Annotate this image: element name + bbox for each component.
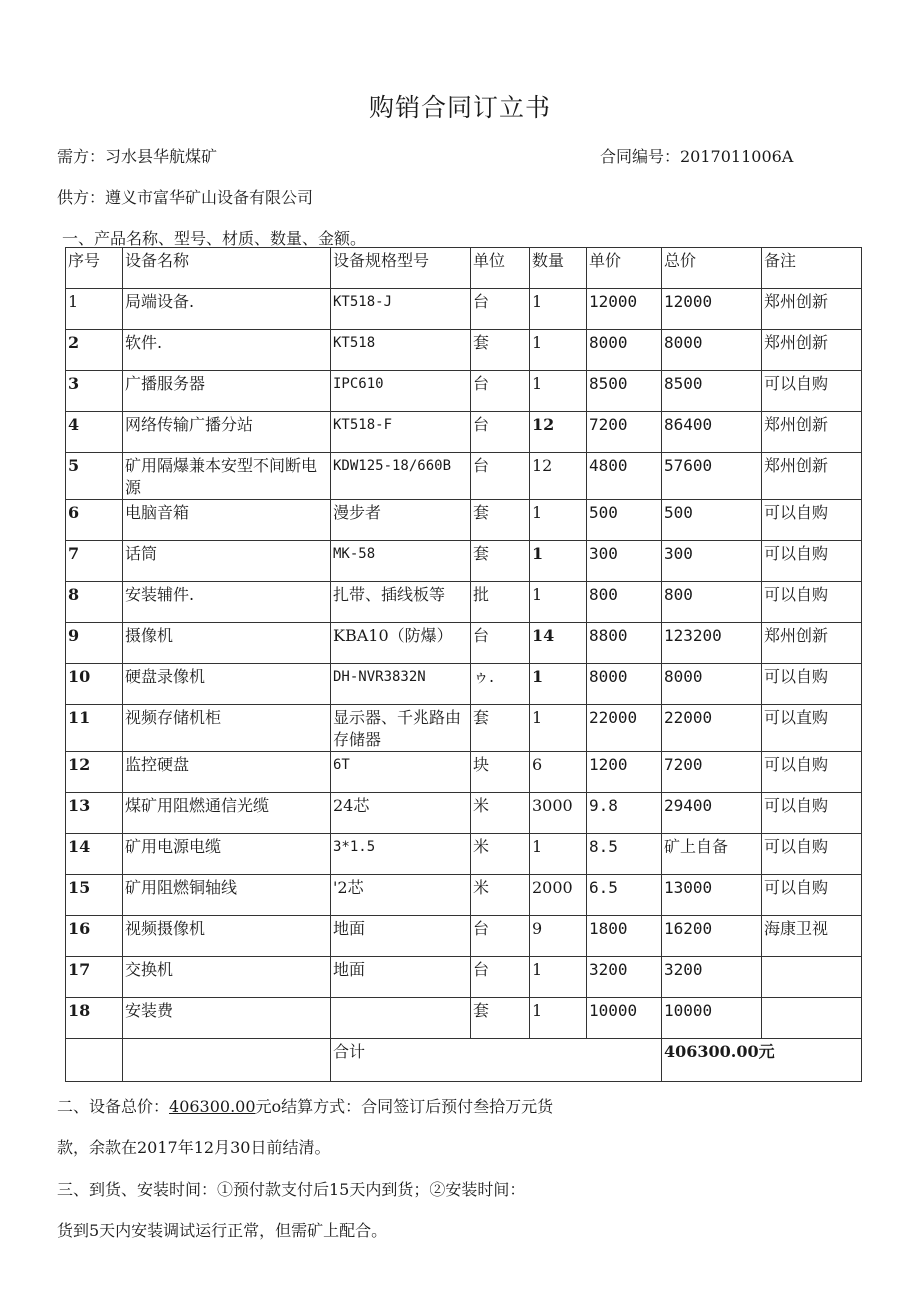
unit-price-cell: 9.8 [587, 793, 662, 834]
remark-cell [762, 998, 862, 1039]
spec-model-cell: KT518 [331, 330, 471, 371]
section-2-prefix: 二、设备总价： [57, 1097, 170, 1116]
unit-cell: 套 [471, 998, 530, 1039]
quantity-cell: 1 [530, 705, 587, 752]
unit-price-cell: 8000 [587, 664, 662, 705]
quantity-cell: 1 [530, 582, 587, 623]
equipment-name-cell: 矿用电源电缆 [123, 834, 331, 875]
table-row [66, 289, 862, 330]
unit-cell: 台 [471, 453, 530, 500]
equipment-name-cell: 网络传输广播分站 [123, 412, 331, 453]
spec-model-cell: 扎带、插线板等 [331, 582, 471, 623]
equipment-name-cell: 矿用隔爆兼本安型不间断电源 [123, 453, 331, 500]
row-index-cell: 5 [66, 453, 123, 500]
remark-cell: 可以自购 [762, 834, 862, 875]
table-row [66, 875, 862, 916]
equipment-name-cell: 局端设备. [123, 289, 331, 330]
spec-model-cell: 3*1.5 [331, 834, 471, 875]
total-price-cell: 86400 [662, 412, 762, 453]
header-cell: 单价 [587, 248, 662, 289]
spec-model-cell: KBA10（防爆） [331, 623, 471, 664]
table-row [66, 752, 862, 793]
spec-model-cell: KT518-J [331, 289, 471, 330]
product-table [65, 247, 862, 1082]
section-1-heading: 一、产品名称、型号、材质、数量、金额。 [62, 229, 367, 248]
quantity-cell: 14 [530, 623, 587, 664]
remark-cell [762, 957, 862, 998]
unit-price-cell: 8800 [587, 623, 662, 664]
equipment-name-cell: 矿用阻燃铜轴线 [123, 875, 331, 916]
quantity-cell: 1 [530, 664, 587, 705]
supplier-line: 供方：遵义市富华矿山设备有限公司 [57, 188, 314, 207]
total-value: 406300.00元 [662, 1039, 862, 1082]
unit-price-cell: 8000 [587, 330, 662, 371]
row-index-cell: 9 [66, 623, 123, 664]
remark-cell: 郑州创新 [762, 453, 862, 500]
quantity-cell: 1 [530, 957, 587, 998]
table-row [66, 957, 862, 998]
header-cell: 总价 [662, 248, 762, 289]
table-header-row [66, 248, 862, 289]
header-cell: 设备名称 [123, 248, 331, 289]
quantity-cell: 1 [530, 289, 587, 330]
equipment-name-cell: 话筒 [123, 541, 331, 582]
quantity-cell: 1 [530, 541, 587, 582]
row-index-cell: 14 [66, 834, 123, 875]
unit-cell: 块 [471, 752, 530, 793]
total-empty-cell [66, 1039, 123, 1082]
spec-model-cell: 显示器、千兆路由存储器 [331, 705, 471, 752]
remark-cell: 可以自购 [762, 582, 862, 623]
remark-cell: 可以自购 [762, 500, 862, 541]
section-2-suffix: 元ο结算方式：合同签订后预付叁拾万元货 [255, 1097, 554, 1116]
unit-cell: 台 [471, 623, 530, 664]
quantity-cell: 12 [530, 453, 587, 500]
spec-model-cell: '2芯 [331, 875, 471, 916]
unit-cell: 台 [471, 412, 530, 453]
total-price-cell: 800 [662, 582, 762, 623]
unit-price-cell: 1800 [587, 916, 662, 957]
remark-cell: 可以直购 [762, 705, 862, 752]
remark-cell: 海康卫视 [762, 916, 862, 957]
row-index-cell: 11 [66, 705, 123, 752]
quantity-cell: 6 [530, 752, 587, 793]
table-row [66, 330, 862, 371]
unit-cell: 台 [471, 371, 530, 412]
quantity-cell: 12 [530, 412, 587, 453]
unit-cell: 台 [471, 957, 530, 998]
unit-cell: ゥ. [471, 664, 530, 705]
header-cell: 设备规格型号 [331, 248, 471, 289]
unit-price-cell: 10000 [587, 998, 662, 1039]
equipment-name-cell: 监控硬盘 [123, 752, 331, 793]
table-row [66, 371, 862, 412]
section-3-line-1: 三、到货、安装时间：①预付款支付后15天内到货；②安装时间： [57, 1180, 526, 1199]
table-row [66, 582, 862, 623]
quantity-cell: 3000 [530, 793, 587, 834]
total-price-cell: 3200 [662, 957, 762, 998]
remark-cell: 可以自购 [762, 752, 862, 793]
total-price-cell: 500 [662, 500, 762, 541]
remark-cell: 郑州创新 [762, 412, 862, 453]
equipment-name-cell: 视频摄像机 [123, 916, 331, 957]
section-2-line-1 [57, 1094, 553, 1117]
total-price-cell: 13000 [662, 875, 762, 916]
quantity-cell: 1 [530, 371, 587, 412]
spec-model-cell: KDW125-18/660B [331, 453, 471, 500]
remark-cell: 可以自购 [762, 664, 862, 705]
unit-cell: 米 [471, 875, 530, 916]
buyer-line: 需方：习水县华航煤矿 [57, 147, 218, 166]
table-row [66, 623, 862, 664]
contract-number: 合同编号：2017011006A [600, 147, 794, 166]
table-row [66, 705, 862, 752]
table-row [66, 664, 862, 705]
total-price-cell: 矿上自备 [662, 834, 762, 875]
total-price-cell: 22000 [662, 705, 762, 752]
unit-price-cell: 8500 [587, 371, 662, 412]
row-index-cell: 16 [66, 916, 123, 957]
table-row [66, 793, 862, 834]
remark-cell: 郑州创新 [762, 289, 862, 330]
equipment-name-cell: 视频存储机柜 [123, 705, 331, 752]
spec-model-cell: 漫步者 [331, 500, 471, 541]
section-3-line-2: 货到5天内安装调试运行正常，但需矿上配合。 [57, 1221, 388, 1240]
header-cell: 备注 [762, 248, 862, 289]
remark-cell: 可以自购 [762, 541, 862, 582]
spec-model-cell: KT518-F [331, 412, 471, 453]
unit-price-cell: 7200 [587, 412, 662, 453]
table-row [66, 998, 862, 1039]
header-cell: 数量 [530, 248, 587, 289]
quantity-cell: 1 [530, 834, 587, 875]
remark-cell: 可以自购 [762, 875, 862, 916]
row-index-cell: 7 [66, 541, 123, 582]
unit-price-cell: 12000 [587, 289, 662, 330]
row-index-cell: 13 [66, 793, 123, 834]
total-price-cell: 8000 [662, 664, 762, 705]
row-index-cell: 8 [66, 582, 123, 623]
document-title: 购销合同订立书 [368, 93, 551, 122]
unit-cell: 套 [471, 330, 530, 371]
spec-model-cell: MK-58 [331, 541, 471, 582]
row-index-cell: 12 [66, 752, 123, 793]
total-price-cell: 57600 [662, 453, 762, 500]
total-row [66, 1039, 862, 1082]
total-price-cell: 123200 [662, 623, 762, 664]
equipment-name-cell: 煤矿用阻燃通信光缆 [123, 793, 331, 834]
spec-model-cell: 地面 [331, 957, 471, 998]
total-price-cell: 8500 [662, 371, 762, 412]
remark-cell: 郑州创新 [762, 330, 862, 371]
row-index-cell: 17 [66, 957, 123, 998]
unit-cell: 套 [471, 500, 530, 541]
unit-cell: 米 [471, 834, 530, 875]
unit-cell: 台 [471, 289, 530, 330]
equipment-name-cell: 摄像机 [123, 623, 331, 664]
remark-cell: 可以自购 [762, 793, 862, 834]
row-index-cell: 2 [66, 330, 123, 371]
equipment-name-cell: 交换机 [123, 957, 331, 998]
total-empty-cell [123, 1039, 331, 1082]
unit-cell: 批 [471, 582, 530, 623]
spec-model-cell: 24芯 [331, 793, 471, 834]
spec-model-cell: 6T [331, 752, 471, 793]
unit-price-cell: 8.5 [587, 834, 662, 875]
row-index-cell: 1 [66, 289, 123, 330]
equipment-name-cell: 广播服务器 [123, 371, 331, 412]
remark-cell: 郑州创新 [762, 623, 862, 664]
total-price-cell: 7200 [662, 752, 762, 793]
row-index-cell: 18 [66, 998, 123, 1039]
quantity-cell: 2000 [530, 875, 587, 916]
total-price-cell: 16200 [662, 916, 762, 957]
unit-cell: 套 [471, 705, 530, 752]
row-index-cell: 15 [66, 875, 123, 916]
total-price-cell: 300 [662, 541, 762, 582]
spec-model-cell: IPC610 [331, 371, 471, 412]
unit-price-cell: 3200 [587, 957, 662, 998]
table-row [66, 453, 862, 500]
unit-price-cell: 800 [587, 582, 662, 623]
row-index-cell: 6 [66, 500, 123, 541]
unit-cell: 米 [471, 793, 530, 834]
table-row [66, 500, 862, 541]
section-2-line-2: 款，余款在2017年12月30日前结清。 [57, 1138, 331, 1157]
row-index-cell: 10 [66, 664, 123, 705]
total-price-cell: 10000 [662, 998, 762, 1039]
equipment-name-cell: 安装辅件. [123, 582, 331, 623]
spec-model-cell [331, 998, 471, 1039]
spec-model-cell: 地面 [331, 916, 471, 957]
unit-price-cell: 500 [587, 500, 662, 541]
quantity-cell: 1 [530, 330, 587, 371]
unit-price-cell: 1200 [587, 752, 662, 793]
equipment-name-cell: 软件. [123, 330, 331, 371]
quantity-cell: 9 [530, 916, 587, 957]
header-cell: 序号 [66, 248, 123, 289]
row-index-cell: 3 [66, 371, 123, 412]
quantity-cell: 1 [530, 998, 587, 1039]
quantity-cell: 1 [530, 500, 587, 541]
total-price-cell: 8000 [662, 330, 762, 371]
unit-price-cell: 6.5 [587, 875, 662, 916]
table-row [66, 541, 862, 582]
table-row [66, 412, 862, 453]
total-amount: 406300.00 [169, 1097, 256, 1116]
equipment-name-cell: 硬盘录像机 [123, 664, 331, 705]
equipment-name-cell: 安装费 [123, 998, 331, 1039]
remark-cell: 可以自购 [762, 371, 862, 412]
equipment-name-cell: 电脑音箱 [123, 500, 331, 541]
unit-cell: 台 [471, 916, 530, 957]
total-label: 合计 [331, 1039, 662, 1082]
header-cell: 单位 [471, 248, 530, 289]
table-row [66, 834, 862, 875]
unit-price-cell: 4800 [587, 453, 662, 500]
total-price-cell: 12000 [662, 289, 762, 330]
total-price-cell: 29400 [662, 793, 762, 834]
unit-price-cell: 22000 [587, 705, 662, 752]
unit-price-cell: 300 [587, 541, 662, 582]
row-index-cell: 4 [66, 412, 123, 453]
spec-model-cell: DH-NVR3832N [331, 664, 471, 705]
unit-cell: 套 [471, 541, 530, 582]
table-row [66, 916, 862, 957]
